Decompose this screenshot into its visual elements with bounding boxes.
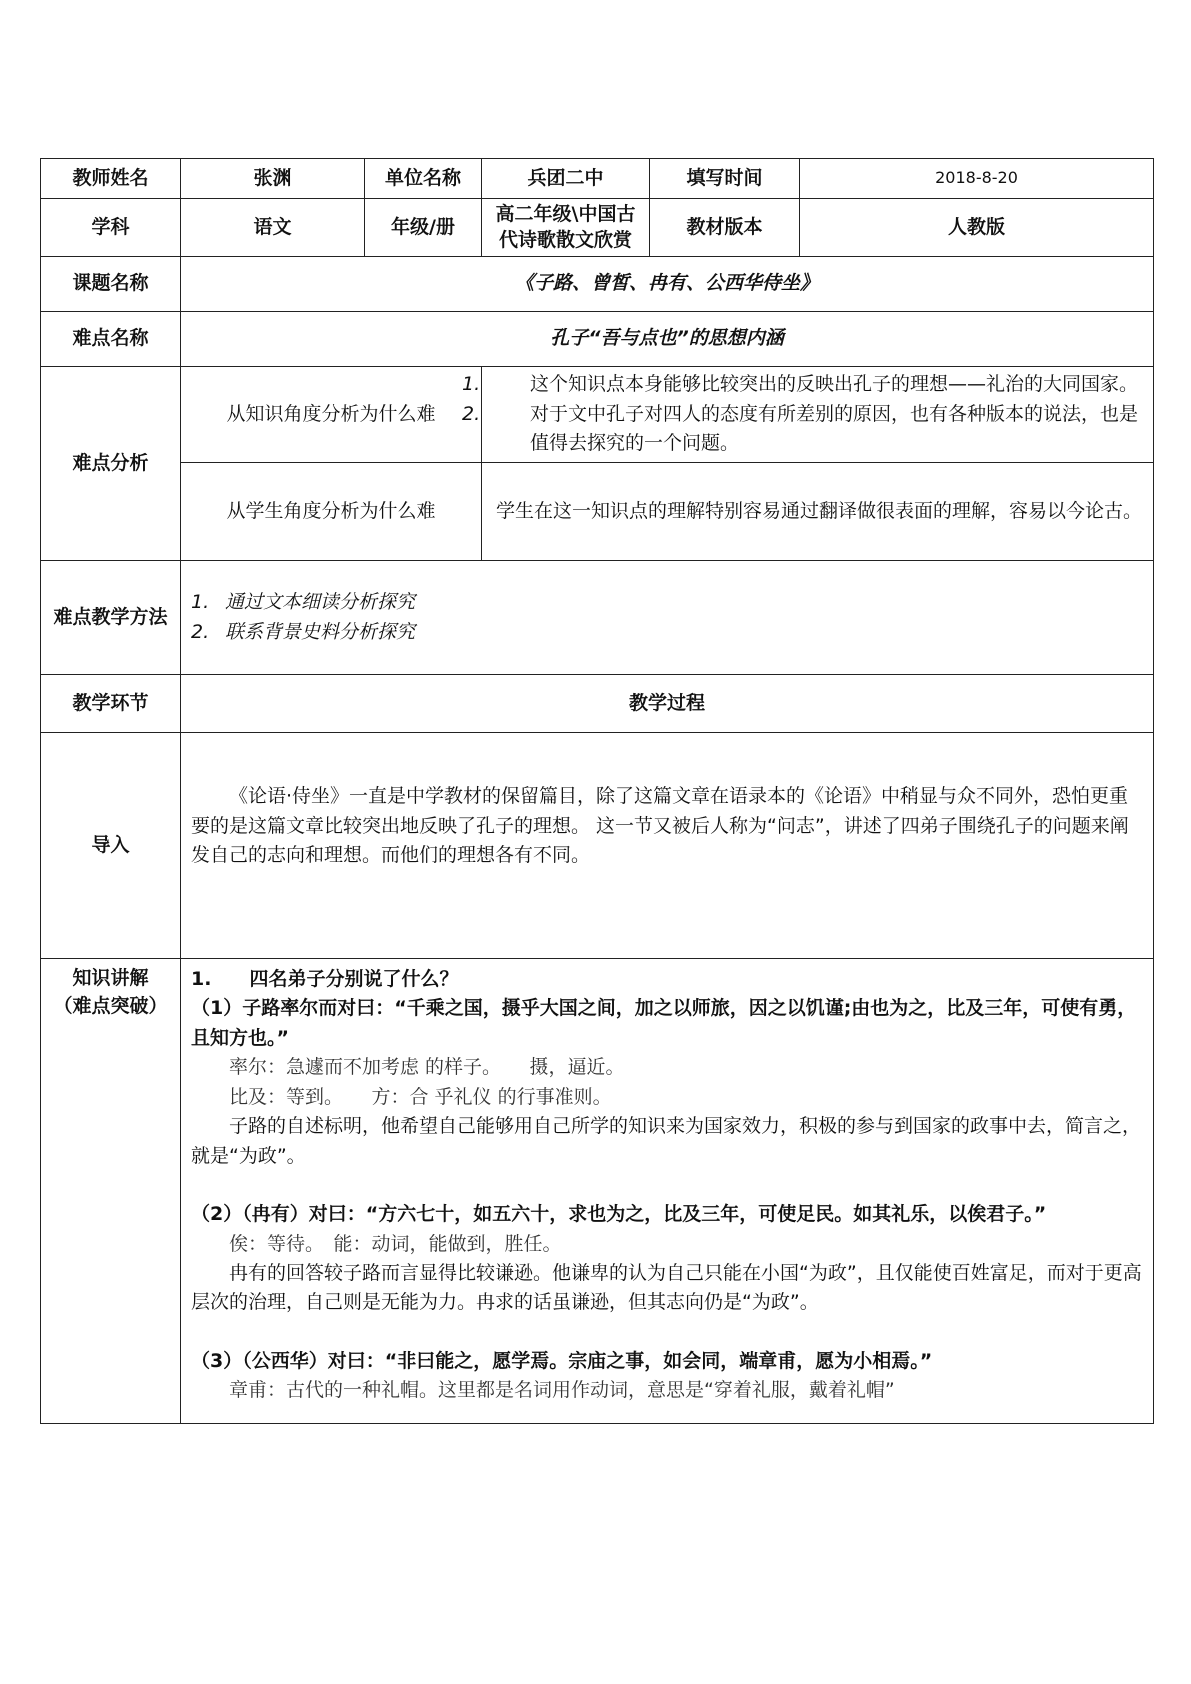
edition-label: 教材版本 [650,199,800,257]
grade-value: 高二年级\中国古代诗歌散文欣赏 [482,199,650,257]
subject-label: 学科 [41,199,181,257]
lecture-heading: 1. 四名弟子分别说了什么？ [191,968,459,990]
analysis-knowledge-row [41,367,1154,463]
section-1-comment: 子路的自述标明，他希望自己能够用自己所学的知识来为国家效力，积极的参与到国家的政事中去，简言之，就是“为政”。 [191,1115,1142,1167]
teacher-name-label: 教师姓名 [41,159,181,199]
section-2-note: 俟：等待。 能：动词，能做到，胜任。 [229,1232,562,1255]
teacher-name-value: 张渊 [181,159,365,199]
method-label: 难点教学方法 [41,561,181,675]
lecture-label [41,959,181,1424]
lecture-content [181,959,1154,1424]
lesson-plan-table [40,158,1154,1424]
section-2-quote: （2）（冉有）对曰：“方六七十，如五六十，求也为之，比及三年，可使足民。如其礼乐，以俟君子。” [191,1203,1047,1226]
student-angle-label: 从学生角度分析为什么难 [181,463,482,561]
difficulty-value: 孔子“吾与点也”的思想内涵 [181,312,1154,367]
student-angle-text: 学生在这一知识点的理解特别容易通过翻译做很表面的理解，容易以今论古。 [482,463,1154,561]
edition-value: 人教版 [800,199,1154,257]
info-row-1 [41,159,1154,199]
subject-value: 语文 [181,199,365,257]
unit-name-value: 兵团二中 [482,159,650,199]
knowledge-item: 2. 对于文中孔子对四人的态度有所差别的原因，也有各种版本的说法，也是值得去探究的一个问题。 [462,402,1139,455]
analysis-label: 难点分析 [41,367,181,561]
knowledge-angle-label: 从知识角度分析为什么难 [181,367,482,463]
section-1-note-2: 比及：等到。 方：合 乎礼仪 的行事准则。 [229,1085,612,1108]
topic-label: 课题名称 [41,257,181,312]
method-item: 1. 通过文本细读分析探究 [191,591,416,614]
fill-date-value: 2018-8-20 [800,159,1154,199]
method-row [41,561,1154,675]
difficulty-row [41,312,1154,367]
grade-label: 年级/册 [365,199,482,257]
method-item: 2. 联系背景史料分析探究 [191,620,416,643]
unit-name-label: 单位名称 [365,159,482,199]
process-header-row [41,675,1154,733]
section-3-quote: （3）（公西华）对曰：“非曰能之，愿学焉。宗庙之事，如会同，端章甫，愿为小相焉。” [191,1349,933,1372]
stage-label: 教学环节 [41,675,181,733]
section-1-note-1: 率尔：急遽而不加考虑 的样子。 摄，逼近。 [229,1056,625,1079]
difficulty-label: 难点名称 [41,312,181,367]
lecture-label-line1: 知识讲解 [72,967,149,989]
process-label: 教学过程 [181,675,1154,733]
method-list [181,561,1154,675]
intro-label: 导入 [41,733,181,959]
topic-row [41,257,1154,312]
intro-row [41,733,1154,959]
info-row-2 [41,199,1154,257]
topic-value: 《子路、曾皙、冉有、公西华侍坐》 [181,257,1154,312]
fill-date-label: 填写时间 [650,159,800,199]
knowledge-angle-list [462,367,1154,463]
knowledge-item: 1. 这个知识点本身能够比较突出的反映出孔子的理想——礼治的大同国家。 [462,373,1139,396]
section-2-comment: 冉有的回答较子路而言显得比较谦逊。他谦卑的认为自己只能在小国“为政”，且仅能使百姓富足，而对于更高层次的治理，自己则是无能为力。冉求的话虽谦逊，但其志向仍是“为政”。 [191,1261,1142,1314]
lecture-row [41,959,1154,1424]
analysis-student-row [41,463,1154,561]
section-1-quote: （1）子路率尔而对曰：“千乘之国，摄乎大国之间，加之以师旅，因之以饥谨;由也为之，比及三年，可使有勇，且知方也。” [191,997,1137,1049]
lecture-label-line2: （难点突破） [53,994,168,1017]
section-3-note: 章甫：古代的一种礼帽。这里都是名词用作动词，意思是“穿着礼服，戴着礼帽” [229,1379,895,1402]
intro-text: 《论语·侍坐》一直是中学教材的保留篇目，除了这篇文章在语录本的《论语》中稍显与众不同外，恐怕更重要的是这篇文章比较突出地反映了孔子的理想。 这一节又被后人称为“问志”，讲述了四弟子围绕孔子的问题来阐发自己的志向和理想。而他们的理想各有不同。 [181,733,1154,959]
